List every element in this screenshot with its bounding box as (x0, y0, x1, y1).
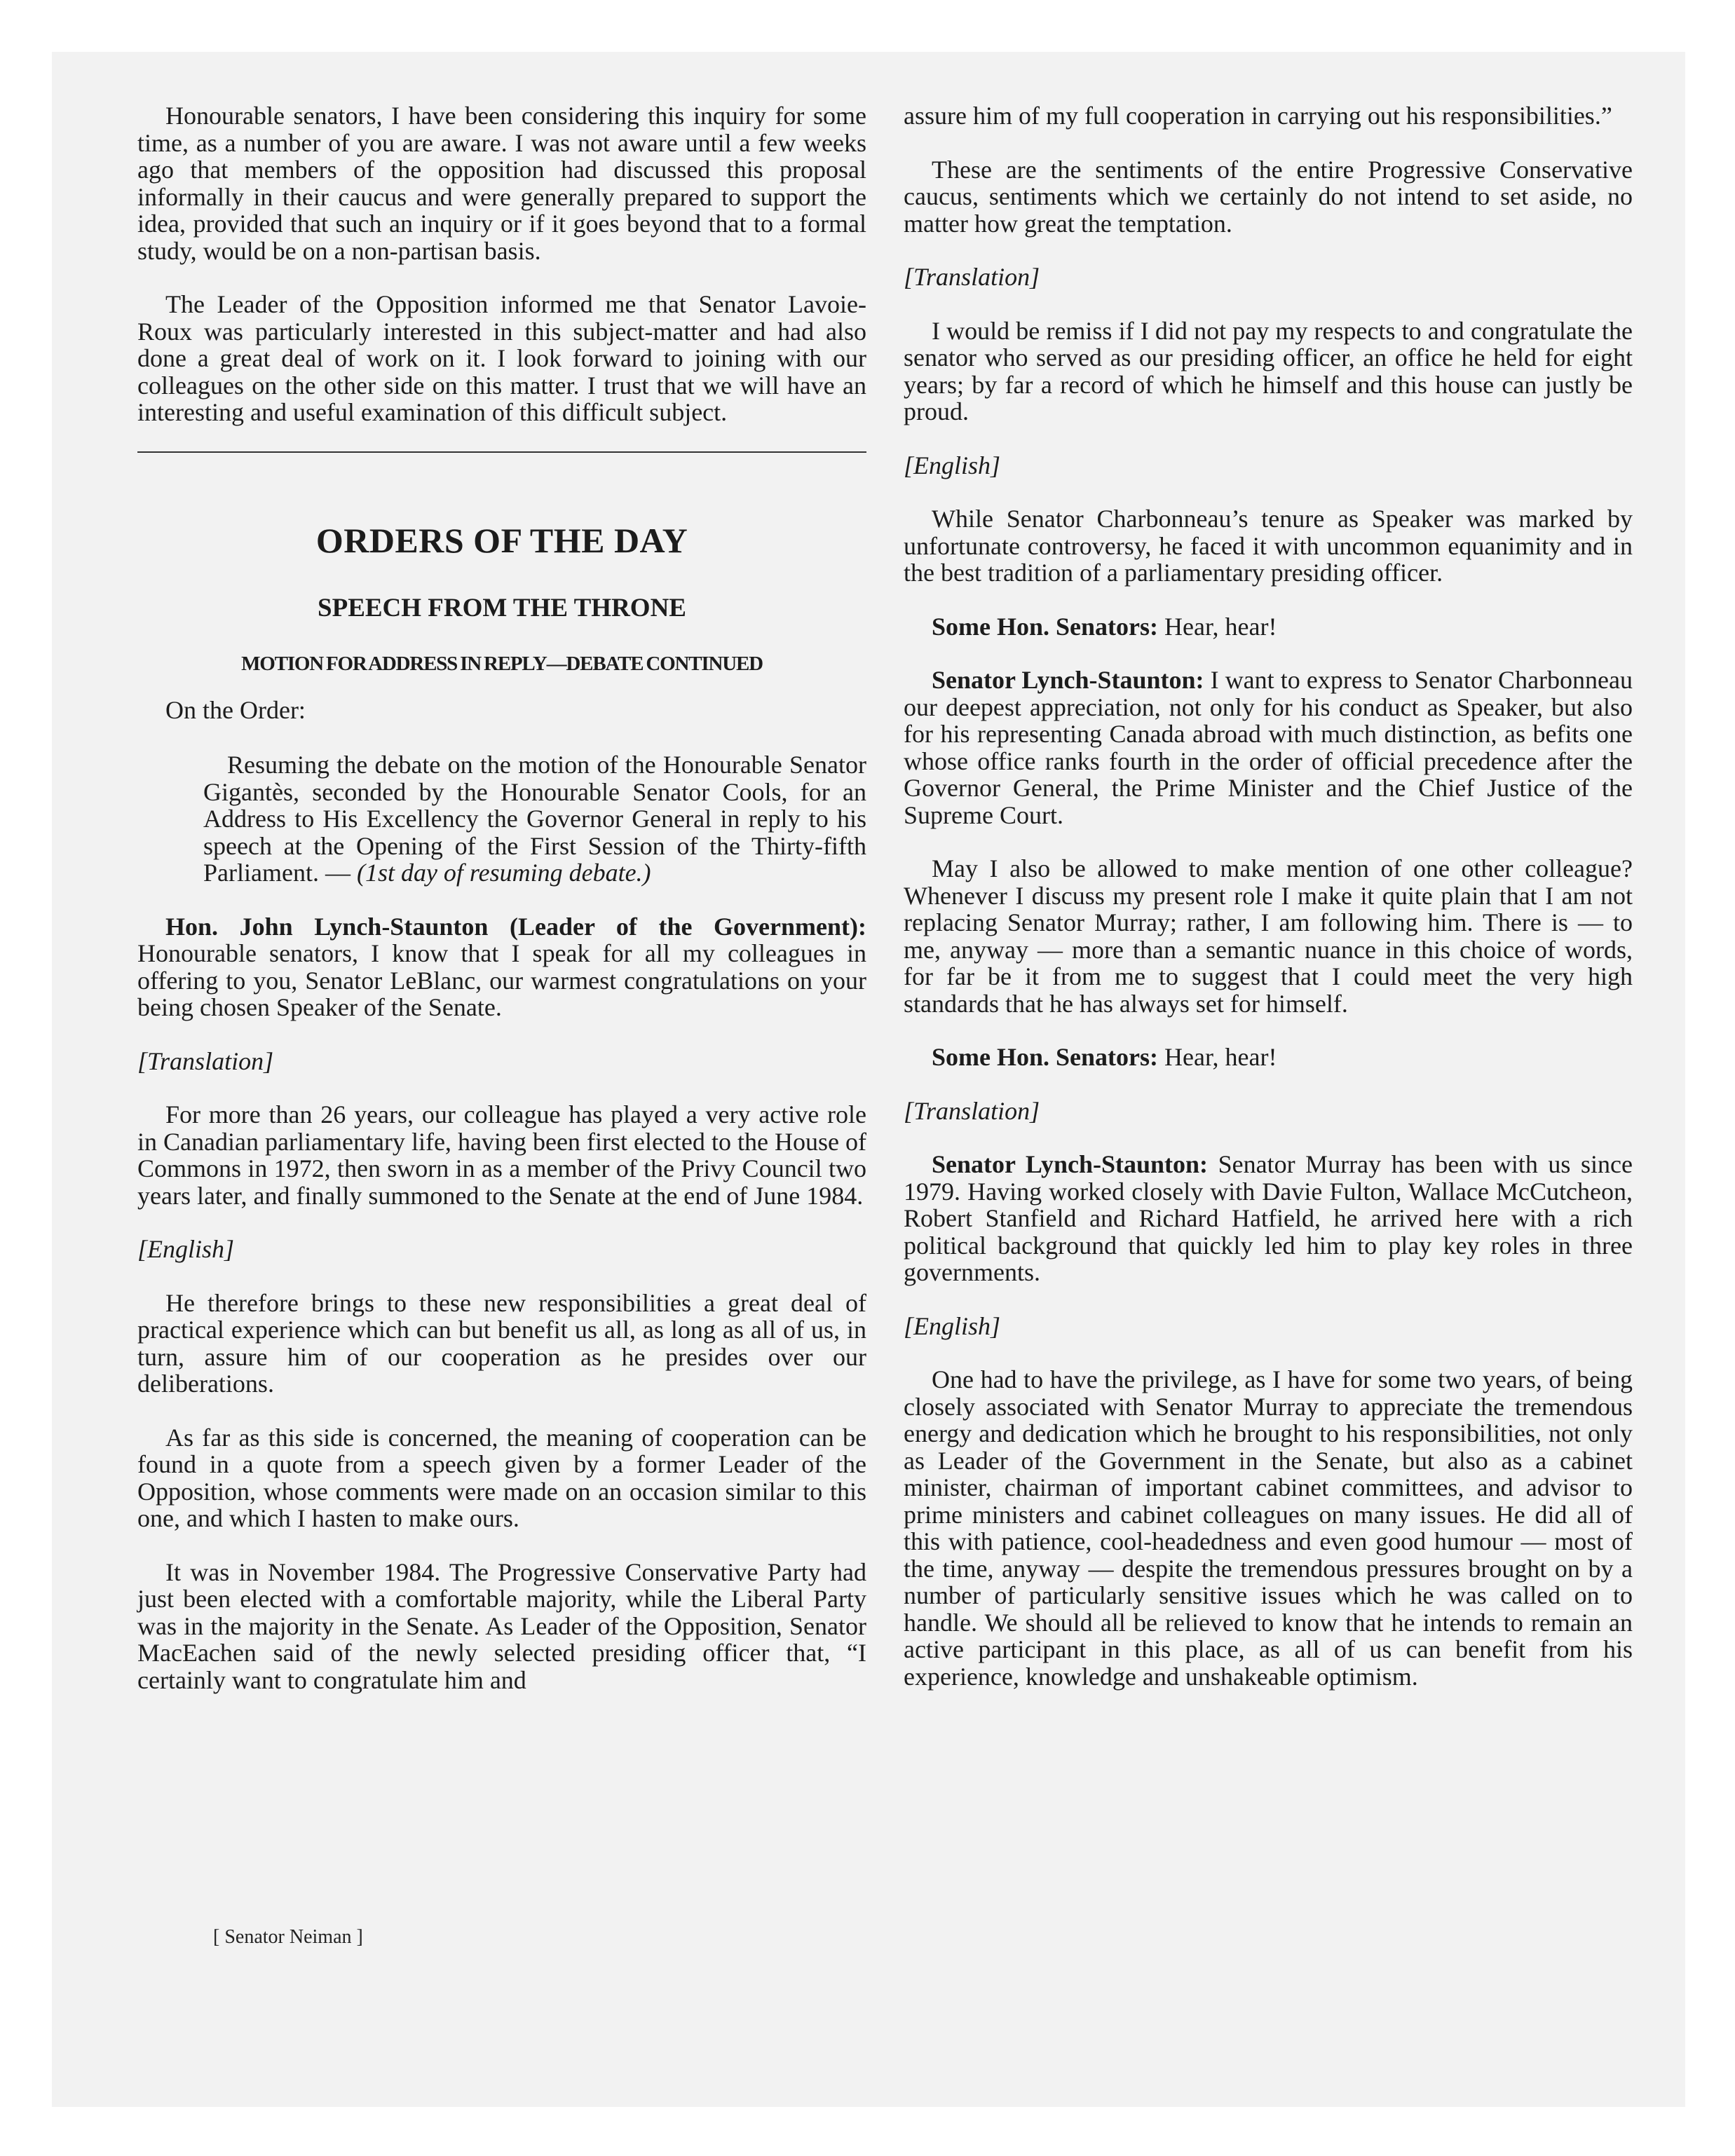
speaker-name: Senator Lynch-Staunton: (932, 666, 1204, 694)
speech-text: Hear, hear! (1164, 612, 1277, 641)
interjection (904, 1044, 1633, 1071)
page-sheet (52, 52, 1685, 2107)
paragraph: While Senator Charbonneau’s tenure as Speaker was marked by unfortunate controversy, he faced it with uncommon equanimity and in the best tradition of a parliamentary presiding officer. (904, 505, 1633, 587)
paragraph: May I also be allowed to make mention of one other colleague? Whenever I discuss my present role I make it quite plain that I am not replacing Senator Murray; rather, I am following him. There is — to me, anyway — more than a semantic nuance in this choice of words, for far be it from me to suggest that I could meet the very high standards that he has always set for himself. (904, 854, 1633, 1018)
language-tag: [English] (137, 1235, 235, 1263)
speaker-name: Some Hon. Senators: (932, 1043, 1158, 1071)
language-tag: [Translation] (904, 263, 1040, 291)
paragraph (904, 1151, 1633, 1286)
motion-quote (137, 751, 866, 887)
paragraph: One had to have the privilege, as I have for some two years, of being closely associated with Senator Murray to appreciate the tremendous energy and dedication which he brought to his responsibilities, not only as Leader of the Government in the Senate, but also as a cabinet minister, chairman of important cabinet committees, and advisor to prime ministers and cabinet colleagues on many issues. He did all of this with patience, cool-headedness and even good humour — most of the time, anyway — despite the tremendous pressures brought on by a number of particularly sensitive issues which he was called on to handle. We should all be relieved to know that he intends to remain an active participant in this place, as all of us can benefit from his experience, knowledge and unshakeable optimism. (904, 1365, 1633, 1691)
left-column (137, 102, 866, 1693)
speech-text: I want to express to Senator Charbonneau our deepest appreciation, not only for his conduct as Speaker, but also for his representing Canada abroad with much distinction, as befits one whose office ranks fourth in the order of official precedence after the Governor General, the Prime Minister and the Chief Justice of the Supreme Court. (904, 666, 1633, 829)
order-label: On the Order: (165, 695, 306, 724)
paragraph: These are the sentiments of the entire Progressive Conservative caucus, sentiments which we certainly do not intend to set aside, no matter how great the temptation. (904, 155, 1633, 238)
paragraph: It was in November 1984. The Progressive Conservative Party had just been elected with a comfortable majority, while the Liberal Party was in the majority in the Senate. As Leader of the Opposition, Senator MacEachen said of the newly selected presiding officer that, “I certainly want to congratulate him and (137, 1557, 866, 1694)
paragraph: assure him of my full cooperation in carrying out his responsibilities.” (904, 102, 1612, 130)
language-tag: [English] (904, 1311, 1001, 1340)
paragraph: He therefore brings to these new responsibilities a great deal of practical experience which can but benefit us all, as long as all of us, in turn, assure him of our cooperation as he presides over our deliberations. (137, 1288, 866, 1398)
section-divider (137, 451, 866, 453)
right-column (904, 102, 1633, 1690)
paragraph (137, 913, 866, 1021)
speech-text: Hear, hear! (1164, 1043, 1277, 1071)
interjection (904, 613, 1633, 641)
speech-text: Honourable senators, I know that I speak for all my colleagues in offering to you, Senator LeBlanc, our warmest congratulations on your being chosen Speaker of the Senate. (137, 939, 866, 1021)
speaker-name: Some Hon. Senators: (932, 612, 1158, 641)
paragraph: The Leader of the Opposition informed me that Senator Lavoie-Roux was particularly interested in this subject-matter and had also done a great deal of work on it. I look forward to joining with our colleagues on the other side on this matter. I trust that we will have an interesting and useful examination of this difficult subject. (137, 290, 866, 426)
section-subheading: SPEECH FROM THE THRONE (318, 593, 686, 622)
speaker-name: Senator Lynch-Staunton: (932, 1150, 1209, 1178)
quote-italic: (1st day of resuming debate.) (356, 859, 651, 887)
paragraph: As far as this side is concerned, the meaning of cooperation can be found in a quote from a speech given by a former Leader of the Opposition, whose comments were made on an occasion similar to this one, and which I hasten to make ours. (137, 1423, 866, 1532)
language-tag: [Translation] (137, 1046, 274, 1075)
speech-text: Senator Murray has been with us since 1979. Having worked closely with Davie Fulton, Wallace McCutcheon, Robert Stanfield and Richard Hatfield, he arrived here with a rich political background that quickly led him to play key roles in three governments. (904, 1150, 1633, 1286)
section-heading: ORDERS OF THE DAY (315, 520, 688, 560)
motion-heading: MOTION FOR ADDRESS IN REPLY—DEBATE CONTINUED (241, 652, 763, 675)
paragraph: I would be remiss if I did not pay my respects to and congratulate the senator who served as our presiding officer, an office he held for eight years; by far a record of which he himself and this house can justly be proud. (904, 316, 1633, 425)
paragraph (904, 667, 1633, 828)
quote-text: Resuming the debate on the motion of the Honourable Senator Gigantès, seconded by the Honourable Senator Cools, for an Address to His Excellency the Governor General in reply to his speech at the Opening of the First Session of the Thirty-fifth Parliament. — (203, 751, 866, 887)
language-tag: [Translation] (904, 1096, 1040, 1125)
paragraph: For more than 26 years, our colleague has played a very active role in Canadian parliamentary life, having been first elected to the House of Commons in 1972, then sworn in as a member of the Privy Council two years later, and finally summoned to the Senate at the end of June 1984. (137, 1100, 866, 1210)
page-footer: [ Senator Neiman ] (213, 1926, 363, 1948)
speaker-name: Hon. John Lynch-Staunton (Leader of the Government): (165, 912, 866, 941)
paragraph: Honourable senators, I have been considering this inquiry for some time, as a number of you are aware. I was not aware until a few weeks ago that members of the opposition had discussed this proposal informally in their caucus and were generally prepared to support the idea, provided that such an inquiry or if it goes beyond that to a formal study, would be on a non-partisan basis. (137, 102, 866, 265)
language-tag: [English] (904, 451, 1001, 479)
